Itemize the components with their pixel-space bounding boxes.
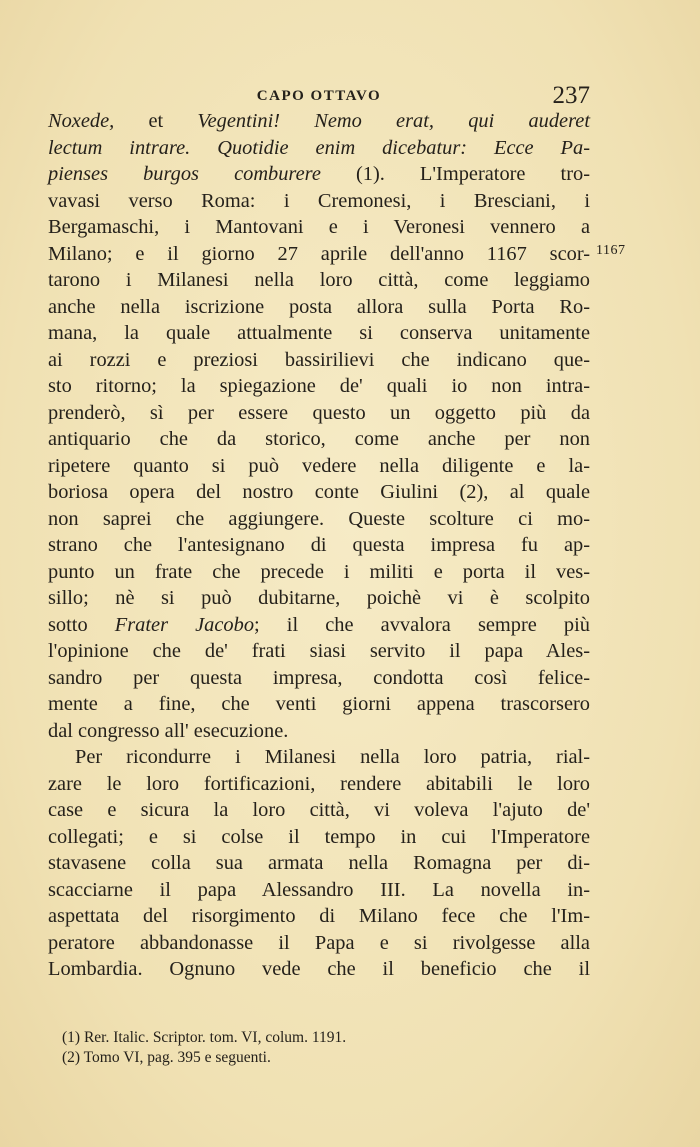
text-line: Per ricondurre i Milanesi nella loro patria, rial- xyxy=(75,746,590,768)
body-text xyxy=(48,108,590,983)
text-line: strano che l'antesignano di questa impresa fu ap- xyxy=(48,534,590,556)
running-head: CAPO OTTAVO xyxy=(256,88,382,104)
text-line: non saprei che aggiungere. Queste scolture ci mo- xyxy=(48,507,590,530)
footnote: (2) Tomo VI, pag. 395 e seguenti. xyxy=(62,1049,271,1066)
text-line: antiquario che da storico, come anche per non xyxy=(48,428,590,450)
text-line: Milano; e il giorno 27 aprile dell'anno 1167 scor- xyxy=(48,242,590,265)
text-line: ripetere quanto si può vedere nella diligente e la- xyxy=(48,454,590,477)
text-line: anche nella iscrizione posta allora sulla Porta Ro- xyxy=(48,295,590,318)
text-line: zare le loro fortificazioni, rendere abitabili le loro xyxy=(48,772,590,795)
text-line: lectum intrare. Quotidie enim dicebatur: Ecce Pa- xyxy=(48,136,590,159)
text-line: mana, la quale attualmente si conserva unitamente xyxy=(48,322,590,344)
footnotes xyxy=(62,1028,562,1068)
text-line: tarono i Milanesi nella loro città, come leggiamo xyxy=(48,269,590,291)
text-line: sotto Frater Jacobo; il che avvalora sempre più xyxy=(48,613,590,636)
text-line: scacciarne il papa Alessandro III. La novella in- xyxy=(48,878,590,901)
text-line: Lombardia. Ognuno vede che il beneficio che il xyxy=(48,958,590,980)
text-line: ai rozzi e preziosi bassirilievi che indicano que- xyxy=(48,348,590,371)
text-line: pienses burgos comburere (1). L'Imperatore tro- xyxy=(48,163,590,185)
text-line: Noxede, et Vegentini! Nemo erat, qui auderet xyxy=(48,110,590,132)
page-number: 237 xyxy=(552,82,590,109)
footnote: (1) Rer. Italic. Scriptor. tom. VI, colum. 1191. xyxy=(62,1029,347,1046)
text-line: prenderò, sì per essere questo un oggetto più da xyxy=(48,401,590,424)
text-line: sandro per questa impresa, condotta così felice- xyxy=(48,666,590,689)
margin-year-note: 1167 xyxy=(596,243,626,258)
text-line: vavasi verso Roma: i Cremonesi, i Bresciani, i xyxy=(48,189,590,212)
text-line: collegati; e si colse il tempo in cui l'Imperatore xyxy=(48,825,590,848)
text-line: dal congresso all' esecuzione. xyxy=(48,719,289,742)
text-line: stavasene colla sua armata nella Romagna per di- xyxy=(48,852,590,874)
text-line: punto un frate che precede i militi e porta il ves- xyxy=(48,560,590,583)
text-line: l'opinione che de' frati siasi servito il papa Ales- xyxy=(48,640,590,662)
text-line: boriosa opera del nostro conte Giulini (2), al quale xyxy=(48,481,590,503)
text-line: aspettata del risorgimento di Milano fece che l'Im- xyxy=(48,905,590,927)
text-line: sillo; nè si può dubitarne, poichè vi è scolpito xyxy=(48,587,590,609)
text-line: mente a fine, che venti giorni appena trascorsero xyxy=(48,693,590,715)
text-line: sto ritorno; la spiegazione de' quali io non intra- xyxy=(48,375,590,397)
text-line: case e sicura la loro città, vi voleva l'ajuto de' xyxy=(48,799,590,821)
text-line: peratore abbandonasse il Papa e si rivolgesse alla xyxy=(48,931,590,954)
text-line: Bergamaschi, i Mantovani e i Veronesi vennero a xyxy=(48,216,590,238)
